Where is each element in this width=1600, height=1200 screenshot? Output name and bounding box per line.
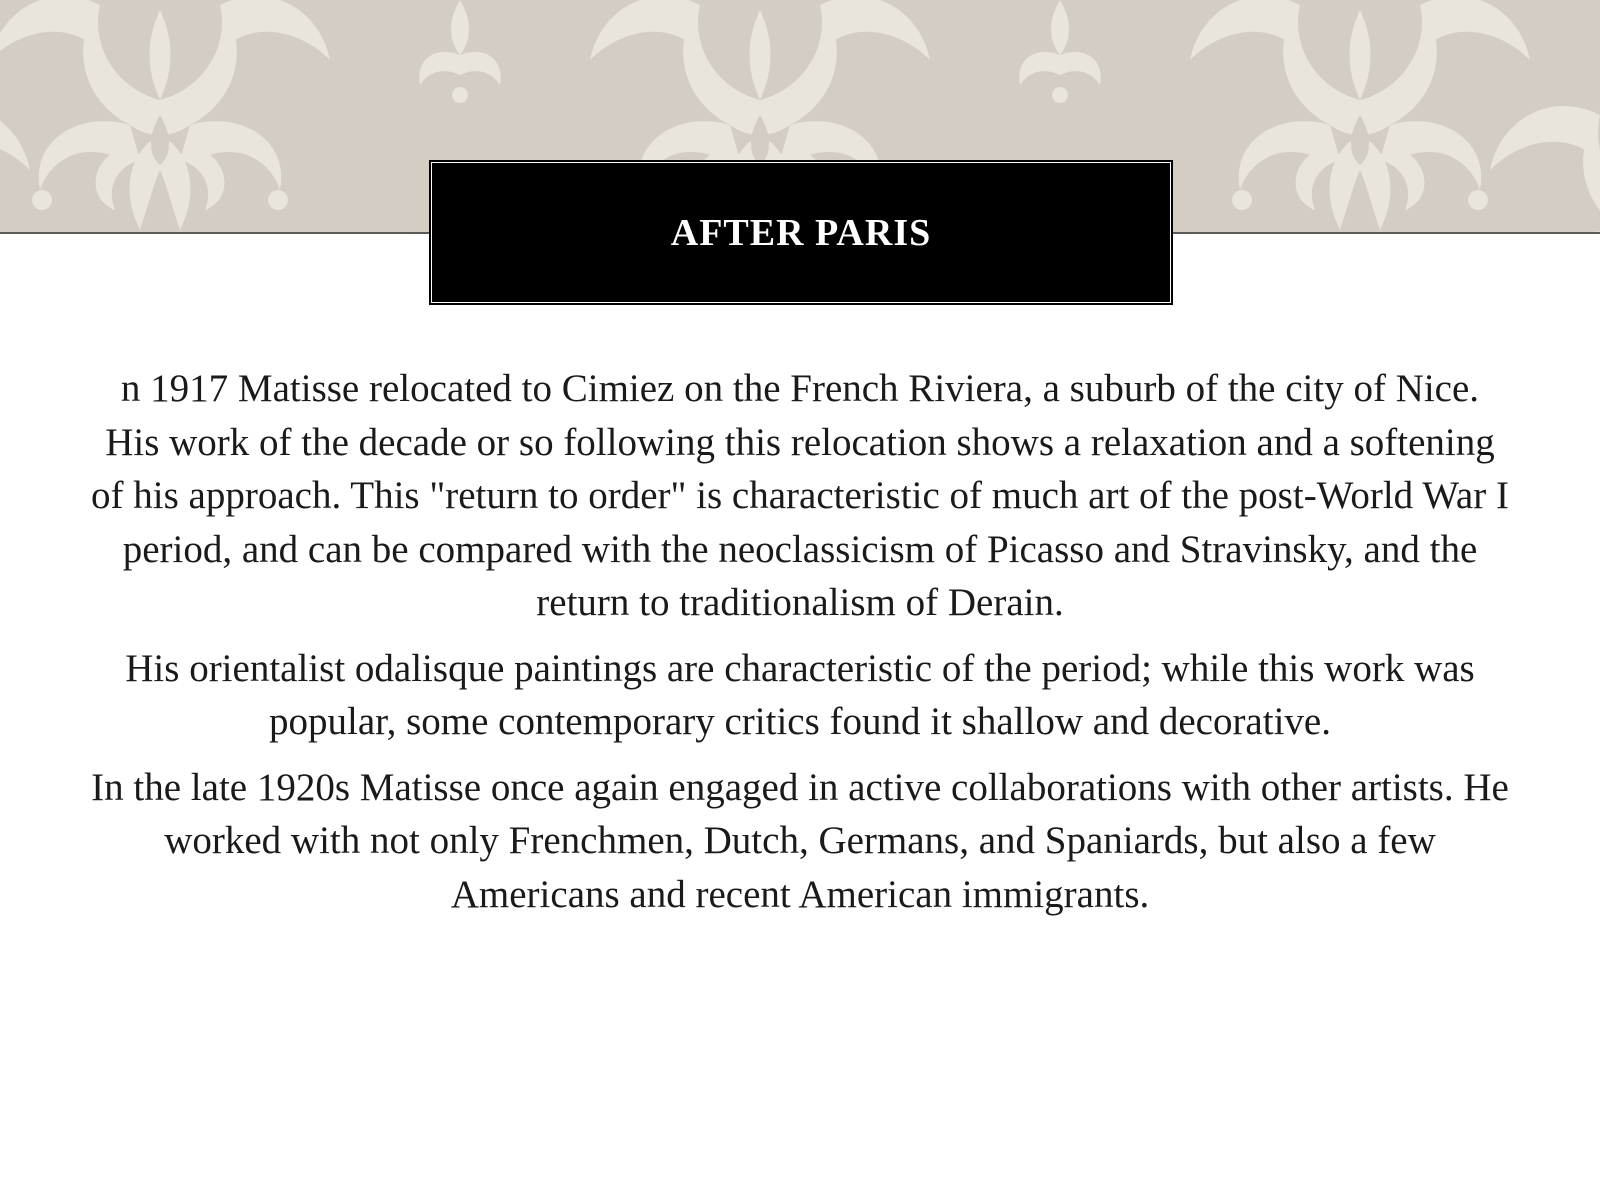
slide-body (90, 362, 1510, 933)
title-box (434, 165, 1168, 300)
body-paragraph-3: In the late 1920s Matisse once again engaged in active collaborations with other artists. He worked with not only Frenchmen, Dutch, Germans, and Spaniards, but also a few Americans and recent American immigrants. (91, 765, 1509, 916)
slide-title: AFTER PARIS (670, 211, 932, 254)
body-paragraph-2: His orientalist odalisque paintings are characteristic of the period; while this work was popular, some contemporary critics found it shallow and decorative. (125, 646, 1475, 743)
body-paragraph-1: n 1917 Matisse relocated to Cimiez on the French Riviera, a suburb of the city of Nice. His work of the decade or so following this relocation shows a relaxation and a softening of his approach. This "return to order" is characteristic of much art of the post-World War I period, and can be compared with the neoclassicism of Picasso and Stravinsky, and the return to traditionalism of Derain. (91, 367, 1509, 624)
